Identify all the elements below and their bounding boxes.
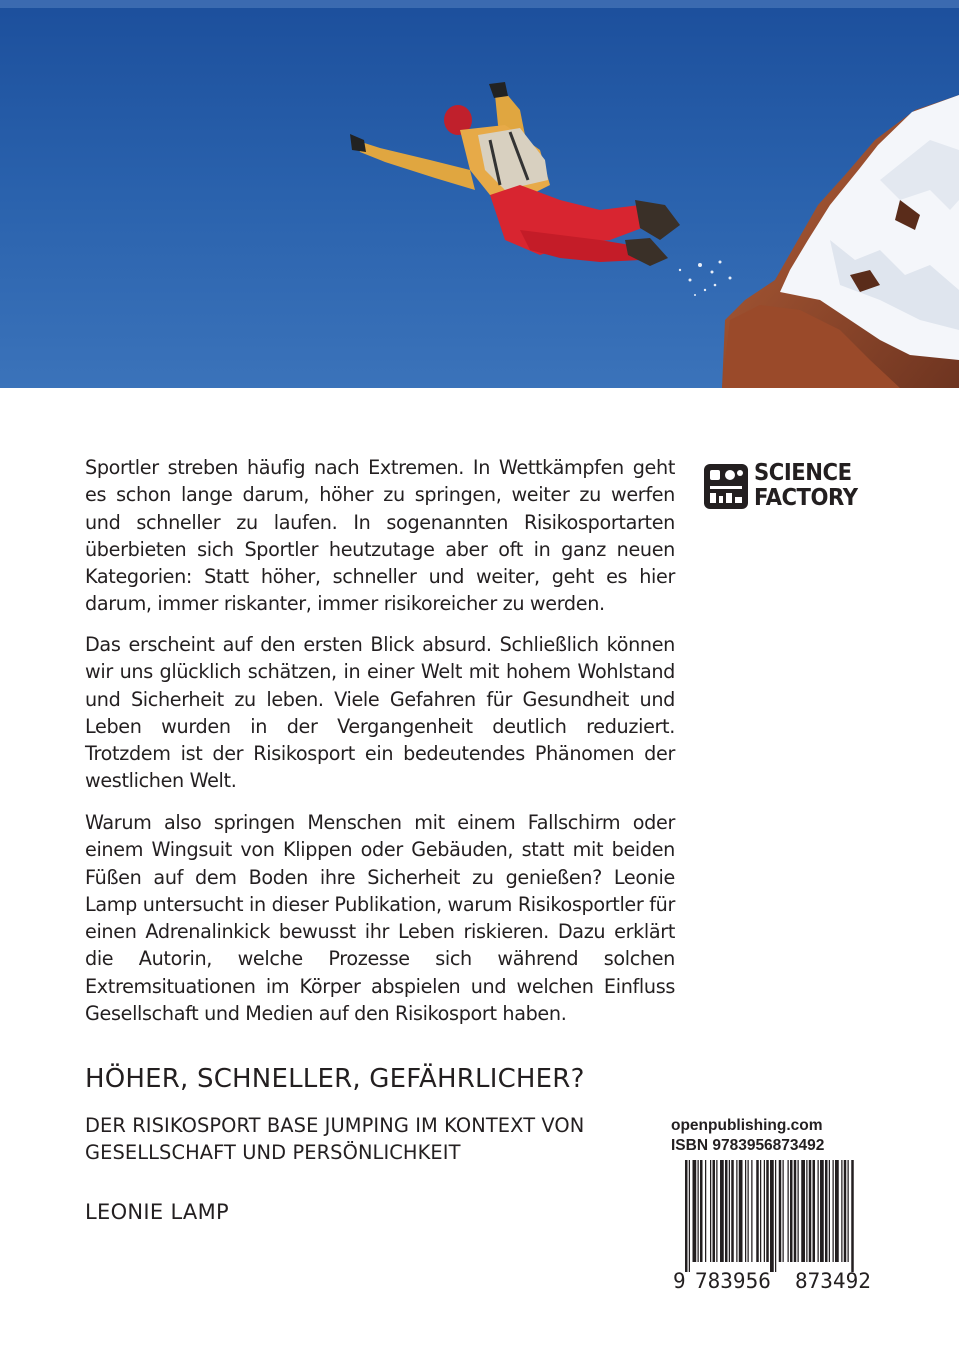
barcode-bar <box>739 1160 743 1262</box>
barcode-bar <box>713 1160 716 1262</box>
barcode-bar <box>685 1160 688 1272</box>
barcode-bar <box>693 1160 697 1262</box>
barcode-digits-left: 783956 <box>695 1269 771 1292</box>
barcode-bar <box>829 1160 830 1262</box>
barcode-bar <box>794 1160 797 1262</box>
barcode-bar <box>806 1160 807 1262</box>
barcode-bar <box>720 1160 724 1262</box>
logo-line-1: SCIENCE <box>754 460 852 486</box>
barcode-bar <box>775 1160 776 1272</box>
barcode-bar <box>818 1160 819 1262</box>
barcode-bar <box>813 1160 816 1262</box>
barcode-bar <box>809 1160 812 1262</box>
publisher-url: openpublishing.com <box>671 1117 823 1134</box>
barcode-bar <box>731 1160 734 1262</box>
barcode-bar <box>736 1160 737 1262</box>
blurb-paragraph: Das erscheint auf den ersten Blick absurd. Schließlich können wir uns glücklich schätzen, in einer Welt mit hohem Wohlstand und Sicherheit zu leben. Viele Gefahren für Gesundheit und Leben wurden in der Vergangenheit deutlich reduziert. Trotzdem ist der Risikosport ein bedeutendes Phänomen der westlichen Welt. <box>85 633 675 793</box>
barcode-bar <box>760 1160 761 1262</box>
barcode-bar <box>725 1160 728 1262</box>
science-factory-wordmark <box>754 461 858 511</box>
barcode-bar <box>835 1160 839 1262</box>
book-subtitle: DER RISIKOSPORT BASE JUMPING IM KONTEXT VON GESELLSCHAFT UND PERSÖNLICHKEIT <box>85 1114 585 1164</box>
barcode-bar <box>783 1160 784 1262</box>
barcode-bar <box>700 1160 703 1262</box>
isbn-barcode <box>671 1160 899 1292</box>
book-author: LEONIE LAMP <box>85 1200 229 1224</box>
barcode-bar <box>844 1160 847 1262</box>
barcode-bar <box>705 1160 706 1262</box>
barcode-bar <box>698 1160 699 1262</box>
barcode-bar <box>790 1160 793 1262</box>
barcode-bar <box>745 1160 746 1262</box>
barcode-bar <box>766 1160 769 1262</box>
barcode-bar <box>716 1160 717 1262</box>
barcode-bar <box>770 1160 774 1272</box>
barcode-bar <box>710 1160 711 1262</box>
barcode-bar <box>848 1160 849 1262</box>
cover-photo <box>0 0 959 388</box>
barcode-bar <box>788 1160 789 1262</box>
barcode-bar <box>751 1160 752 1262</box>
barcode-bar <box>748 1160 749 1262</box>
barcode-bar <box>798 1160 799 1262</box>
barcode-digits-right: 873492 <box>795 1269 871 1292</box>
barcode-bar <box>729 1160 730 1262</box>
barcode-bar <box>764 1160 765 1262</box>
barcode-bar <box>779 1160 782 1262</box>
barcode-bar <box>801 1160 805 1262</box>
barcode-bar <box>689 1160 690 1272</box>
barcode-bar <box>820 1160 824 1262</box>
barcode-bar <box>756 1160 759 1262</box>
book-title: HÖHER, SCHNELLER, GEFÄHRLICHER? <box>85 1064 585 1094</box>
barcode-bar <box>841 1160 842 1262</box>
logo-line-2: FACTORY <box>754 485 858 511</box>
barcode-bar <box>833 1160 834 1262</box>
barcode-bar <box>851 1160 854 1272</box>
barcode-bars <box>685 1160 854 1272</box>
barcode-bar <box>825 1160 828 1262</box>
blurb-paragraph: Sportler streben häufig nach Extremen. In Wettkämpfen geht es schon lange darum, höher zu springen, weiter zu werfen und schneller zu laufen. In sogenannten Risikosportarten überbieten sich Sportler heutzutage aber oft in ganz neuen Kategorien: Statt höher, schneller und weiter, geht es hier darum, immer riskanter, immer risikoreicher zu werden. <box>85 456 675 616</box>
isbn-label: ISBN 9783956873492 <box>671 1137 825 1154</box>
blurb-paragraph: Warum also springen Menschen mit einem Fallschirm oder einem Wingsuit von Klippen oder Gebäuden, statt mit beiden Füßen auf dem Boden ihre Sicherheit zu genießen? Leonie Lamp untersucht in dieser Publikation, warum Risikosportler für einen Adrenalinkick bewusst ihr Leben riskieren. Dazu erklärt die Autorin, welche Prozesse sich während solchen Extremsituationen im Körper abspielen und welchen Einfluss Gesellschaft und Medien auf den Risikosport haben. <box>85 811 675 1026</box>
barcode-digit-prefix: 9 <box>673 1269 686 1292</box>
